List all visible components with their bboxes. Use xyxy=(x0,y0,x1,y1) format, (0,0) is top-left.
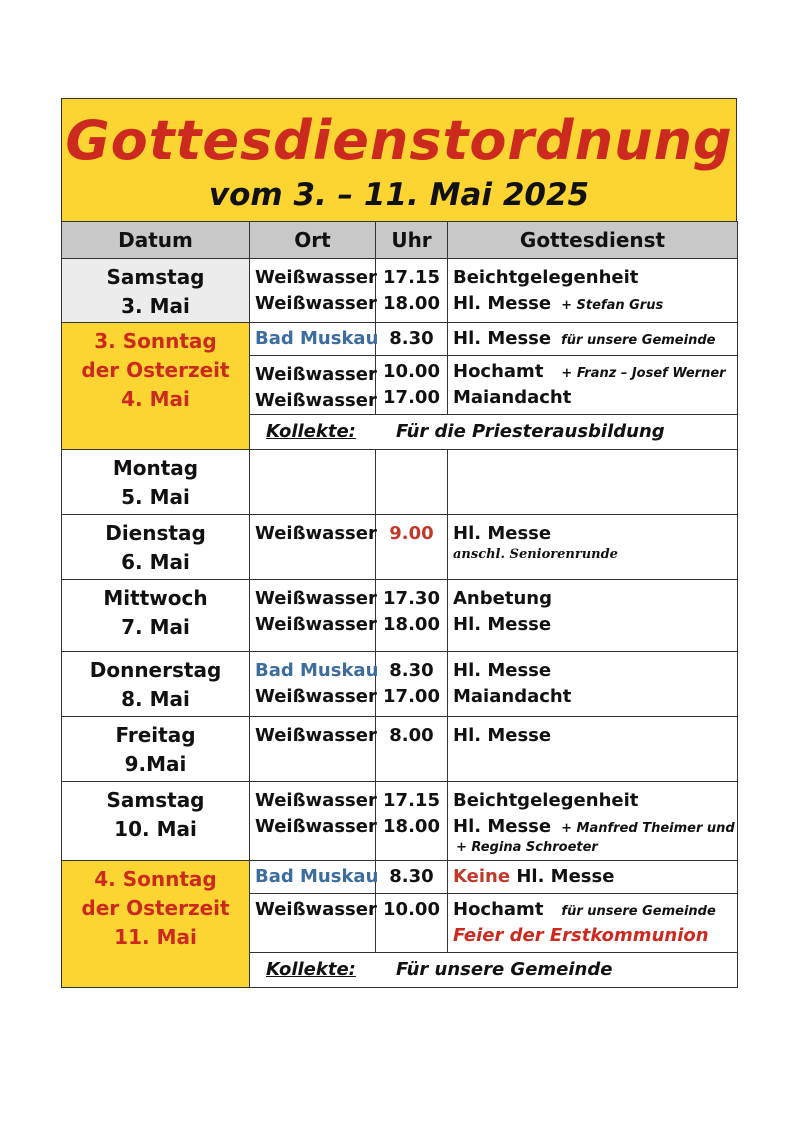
ort-cell xyxy=(250,356,376,415)
sunday-date-cell xyxy=(62,323,250,450)
date-cell xyxy=(62,259,250,323)
ort-cell xyxy=(250,782,376,861)
uhr: 10.00 xyxy=(383,899,440,920)
kollekte-text: Für die Priesterausbildung xyxy=(396,421,665,442)
ort: Weißwasser xyxy=(255,390,377,411)
uhr-cell xyxy=(376,580,448,652)
table-row xyxy=(62,782,738,861)
dienst: Hl. Messe xyxy=(453,660,552,681)
dienst-line xyxy=(448,864,737,890)
dienst-cell xyxy=(448,717,738,782)
dienst-cell xyxy=(448,861,738,894)
uhr-cell xyxy=(376,450,448,515)
dienst-line xyxy=(448,814,737,840)
date-cell xyxy=(62,652,250,717)
dienst: Beichtgelegenheit xyxy=(453,790,639,811)
ort: Weißwasser xyxy=(255,816,377,837)
dienst: Hl. Messe xyxy=(453,816,552,837)
table-row xyxy=(62,323,738,356)
ort-cell xyxy=(250,515,376,580)
ort: Bad Muskau xyxy=(255,660,379,681)
uhr: 8.30 xyxy=(389,866,434,887)
date-label: 9.Mai xyxy=(124,752,187,776)
dienst-cell xyxy=(448,652,738,717)
ort-cell xyxy=(250,323,379,356)
ort-cell xyxy=(250,894,376,953)
day-label: Mittwoch xyxy=(103,586,208,610)
kollekte-label: Kollekte: xyxy=(266,421,356,442)
uhr: 17.00 xyxy=(383,686,440,707)
dienst: Hl. Messe xyxy=(453,523,552,544)
dienst-line xyxy=(448,897,737,923)
day-label: Samstag xyxy=(106,265,205,289)
ort: Weißwasser xyxy=(255,267,377,288)
dienst: Hl. Messe xyxy=(453,293,552,314)
dienst-cell xyxy=(448,356,738,415)
dienst: Hl. Messe xyxy=(453,614,552,635)
uhr: 9.00 xyxy=(389,523,434,544)
dienst: Maiandacht xyxy=(453,387,572,408)
intention-note-2: + Regina Schroeter xyxy=(456,840,598,855)
date-cell xyxy=(62,580,250,652)
ort: Weißwasser xyxy=(255,523,377,544)
intention-note: + Stefan Grus xyxy=(561,298,664,313)
ort: Weißwasser xyxy=(255,899,377,920)
date-label: 10. Mai xyxy=(114,817,197,841)
ort-cell xyxy=(250,580,376,652)
intention-note: + Franz – Josef Werner xyxy=(561,366,726,381)
schedule-table xyxy=(61,221,738,988)
date-label: 4. Mai xyxy=(121,387,190,411)
dienst-cell xyxy=(448,580,738,652)
ort: Weißwasser xyxy=(255,725,377,746)
date-cell xyxy=(62,515,250,580)
sub-note: anschl. Seniorenrunde xyxy=(453,547,618,562)
day-label: Samstag xyxy=(106,788,205,812)
date-range: vom 3. – 11. Mai 2025 xyxy=(208,177,590,213)
uhr: 17.15 xyxy=(383,267,440,288)
kollekte-label: Kollekte: xyxy=(266,959,356,980)
ort-cell xyxy=(250,652,379,717)
kollekte-text: Für unsere Gemeinde xyxy=(396,959,613,980)
dienst: Hl. Messe xyxy=(516,866,615,887)
header-banner xyxy=(61,98,737,222)
uhr: 10.00 xyxy=(383,361,440,382)
date-label: 7. Mai xyxy=(121,615,190,639)
kollekte-cell xyxy=(250,415,738,450)
dienst: Maiandacht xyxy=(453,686,572,707)
date-cell xyxy=(62,717,250,782)
col-header-uhr: Uhr xyxy=(376,222,448,259)
dienst-cell xyxy=(448,515,738,580)
dienst-line xyxy=(448,359,737,385)
sunday-date-cell xyxy=(62,861,250,988)
day-label: Montag xyxy=(112,456,199,480)
uhr: 17.30 xyxy=(383,588,440,609)
uhr: 18.00 xyxy=(383,293,440,314)
uhr: 17.15 xyxy=(383,790,440,811)
table-row xyxy=(62,717,738,782)
date-cell xyxy=(62,450,250,515)
intention-note: für unsere Gemeinde xyxy=(561,904,716,919)
ort: Weißwasser xyxy=(255,364,377,385)
uhr-cell xyxy=(376,356,448,415)
ort: Weißwasser xyxy=(255,293,377,314)
uhr-cell xyxy=(376,782,448,861)
dienst-line xyxy=(448,291,737,317)
intention-note: für unsere Gemeinde xyxy=(561,333,716,348)
uhr: 8.30 xyxy=(389,328,434,349)
erstkommunion-note: Feier der Erstkommunion xyxy=(453,925,709,946)
uhr-cell xyxy=(376,894,448,953)
table-row xyxy=(62,450,738,515)
dienst: Hochamt xyxy=(453,361,544,382)
dienst: Hl. Messe xyxy=(453,725,552,746)
table-row xyxy=(62,515,738,580)
uhr: 18.00 xyxy=(383,614,440,635)
intention-note: + Manfred Theimer und xyxy=(561,821,735,836)
ort-cell xyxy=(250,717,376,782)
dienst-cell xyxy=(448,450,738,515)
date-label: 3. Mai xyxy=(121,294,190,318)
table-row xyxy=(62,259,738,323)
dienst-cell xyxy=(448,782,738,861)
col-header-datum: Datum xyxy=(62,222,250,259)
dienst-cell xyxy=(448,259,738,323)
dienst: Hochamt xyxy=(453,899,544,920)
uhr: 18.00 xyxy=(383,816,440,837)
day-label-2: der Osterzeit xyxy=(81,358,230,382)
day-label: Donnerstag xyxy=(89,658,222,682)
dienst: Anbetung xyxy=(453,588,552,609)
table-row xyxy=(62,580,738,652)
day-label: 4. Sonntag xyxy=(94,867,217,891)
date-cell xyxy=(62,782,250,861)
col-header-gottesdienst: Gottesdienst xyxy=(448,222,738,259)
dienst: Beichtgelegenheit xyxy=(453,267,639,288)
dienst-cell xyxy=(448,894,738,953)
date-label: 5. Mai xyxy=(121,485,190,509)
day-label-2: der Osterzeit xyxy=(81,896,230,920)
table-row xyxy=(62,861,738,894)
ort: Bad Muskau xyxy=(255,866,379,887)
uhr-cell xyxy=(376,323,448,356)
ort-cell xyxy=(250,861,379,894)
uhr: 8.30 xyxy=(389,660,434,681)
ort: Weißwasser xyxy=(255,588,377,609)
keine-label: Keine xyxy=(453,866,511,887)
uhr: 8.00 xyxy=(389,725,434,746)
page-title: Gottesdienstordnung xyxy=(65,109,733,172)
table-row xyxy=(62,652,738,717)
uhr: 17.00 xyxy=(383,387,440,408)
ort: Weißwasser xyxy=(255,614,377,635)
day-label: Freitag xyxy=(115,723,196,747)
uhr-cell xyxy=(376,515,448,580)
date-label: 11. Mai xyxy=(114,925,197,949)
dienst-cell xyxy=(448,323,738,356)
date-label: 6. Mai xyxy=(121,550,190,574)
kollekte-cell xyxy=(250,953,738,988)
uhr-cell xyxy=(376,652,448,717)
ort: Weißwasser xyxy=(255,790,377,811)
day-label: Dienstag xyxy=(105,521,206,545)
col-header-ort: Ort xyxy=(250,222,376,259)
dienst: Hl. Messe xyxy=(453,328,552,349)
ort-cell xyxy=(250,450,376,515)
day-label: 3. Sonntag xyxy=(94,329,217,353)
uhr-cell xyxy=(376,861,448,894)
dienst-line xyxy=(448,326,737,352)
ort-cell xyxy=(250,259,376,323)
ort: Bad Muskau xyxy=(255,328,379,349)
ort: Weißwasser xyxy=(255,686,377,707)
uhr-cell xyxy=(376,717,448,782)
uhr-cell xyxy=(376,259,448,323)
table-header-row xyxy=(62,222,738,259)
date-label: 8. Mai xyxy=(121,687,190,711)
